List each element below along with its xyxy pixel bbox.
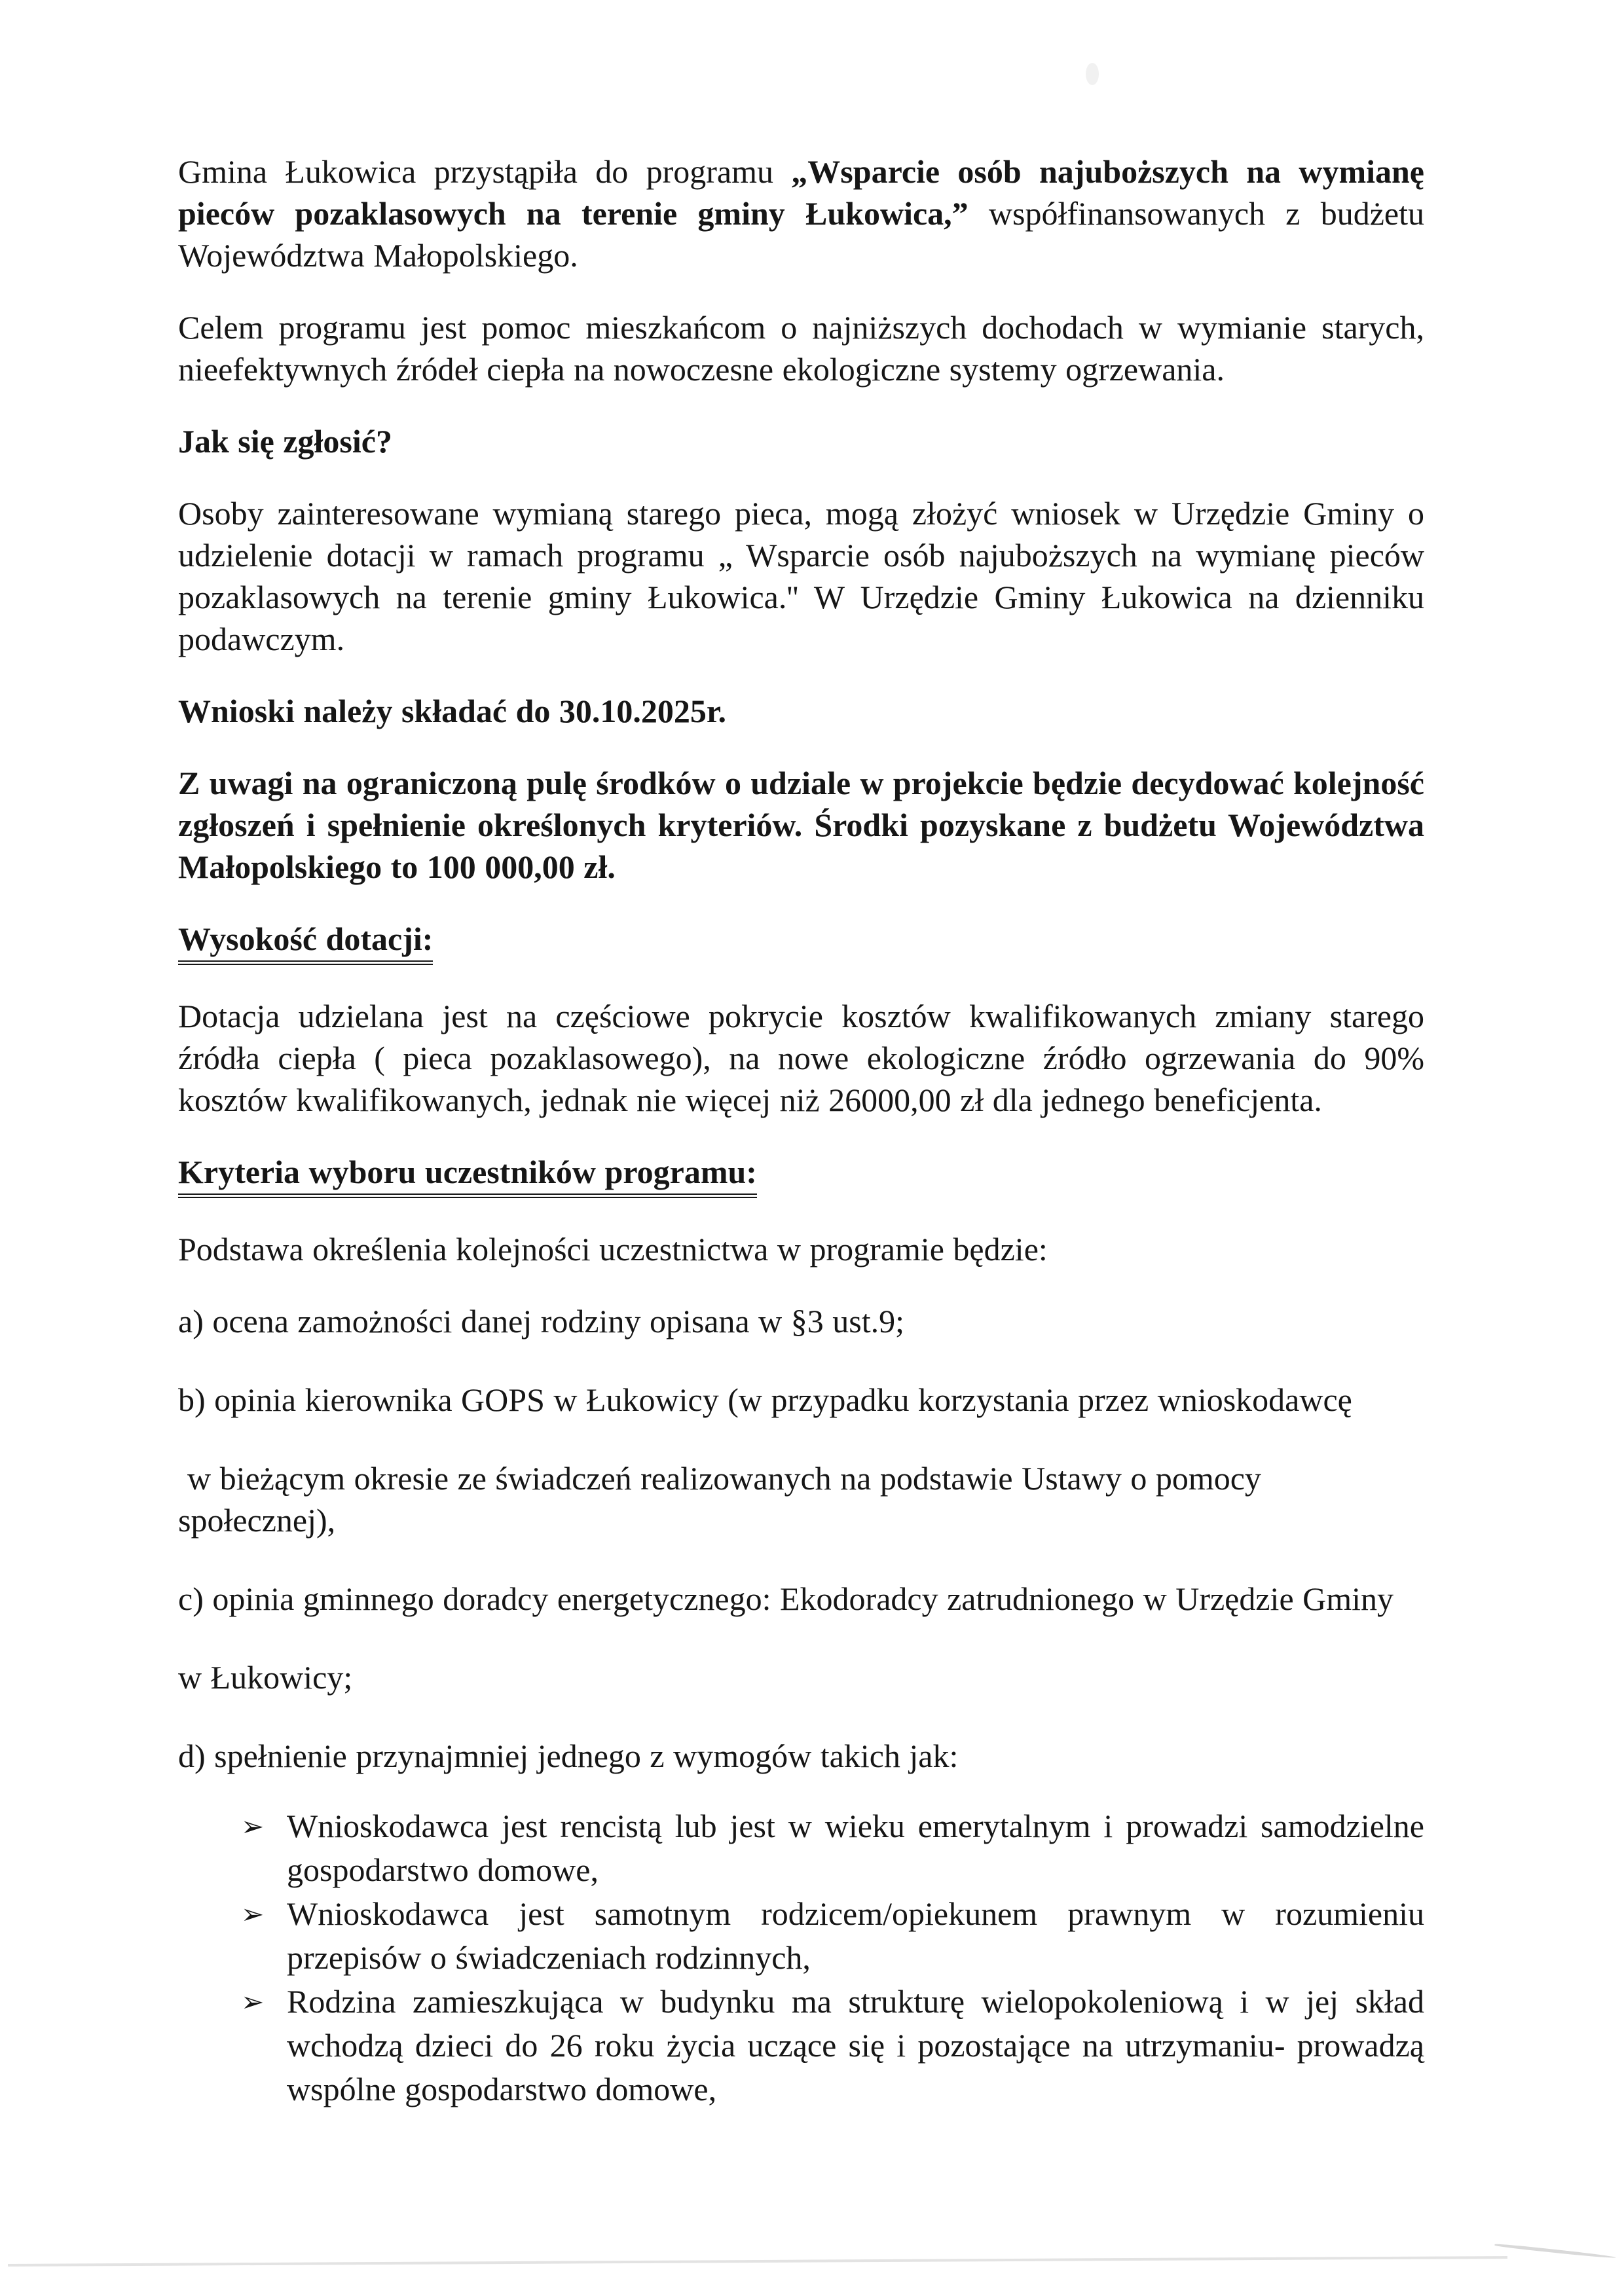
arrowhead-bullet-icon: ➢	[241, 1986, 265, 2018]
criterion-a: a) ocena zamożności danej rodziny opisana w §3 ust.9;	[178, 1303, 905, 1339]
requirement-text: Wnioskodawca jest samotnym rodzicem/opiekunem prawnym w rozumieniu przepisów o świadczeniach rodzinnych,	[287, 1895, 1424, 1976]
criteria-heading	[178, 1151, 1424, 1198]
how-to-apply-heading: Jak się zgłosić?	[178, 423, 392, 460]
arrowhead-bullet-icon: ➢	[241, 1898, 265, 1930]
grant-amount-heading	[178, 918, 1424, 965]
intro-tail-text: współfinansowanych z budżetu Województwa Małopolskiego.	[178, 195, 1424, 274]
intro-paragraph	[178, 151, 1424, 276]
requirements-list	[178, 1804, 1424, 2111]
document-content	[178, 151, 1424, 2111]
criterion-c-continued: w Łukowicy;	[178, 1659, 353, 1696]
scan-line-artifact	[8, 2256, 1507, 2267]
criterion-b: b) opinia kierownika GOPS w Łukowicy (w przypadku korzystania przez wnioskodawcę	[178, 1381, 1352, 1418]
intro-lead-text: Gmina Łukowica przystąpiła do programu	[178, 153, 792, 190]
arrowhead-bullet-icon: ➢	[241, 1810, 265, 1842]
requirement-text: Wnioskodawca jest rencistą lub jest w wieku emerytalnym i prowadzi samodzielne gospodarstwo domowe,	[287, 1808, 1424, 1888]
scan-line-hook-artifact	[1494, 2243, 1616, 2259]
grant-amount-heading-text: Wysokość dotacji:	[178, 918, 433, 965]
deadline-paragraph: Wnioski należy składać do 30.10.2025r.	[178, 693, 727, 729]
criterion-c: c) opinia gminnego doradcy energetycznego: Ekodoradcy zatrudnionego w Urzędzie Gminy	[178, 1580, 1394, 1617]
requirement-item	[178, 1892, 1424, 1980]
criterion-b-continued: w bieżącym okresie ze świadczeń realizowanych na podstawie Ustawy o pomocy społecznej),	[178, 1460, 1261, 1539]
requirement-item	[178, 1980, 1424, 2111]
criterion-d: d) spełnienie przynajmniej jednego z wymogów takich jak:	[178, 1738, 959, 1774]
goal-paragraph: Celem programu jest pomoc mieszkańcom o najniższych dochodach w wymianie starych, nieefektywnych źródeł ciepła na nowoczesne ekologiczne systemy ogrzewania.	[178, 309, 1424, 388]
requirement-text: Rodzina zamieszkująca w budynku ma strukturę wielopokoleniową i w jej skład wchodzą dzieci do 26 roku życia uczące się i pozostające na utrzymaniu- prowadzą wspólne gospodarstwo domowe,	[287, 1983, 1424, 2107]
scan-smudge-artifact	[1086, 63, 1099, 85]
criteria-intro: Podstawa określenia kolejności uczestnictwa w programie będzie:	[178, 1231, 1048, 1267]
requirement-item	[178, 1804, 1424, 1892]
grant-amount-paragraph: Dotacja udzielana jest na częściowe pokrycie kosztów kwalifikowanych zmiany starego źródła ciepła ( pieca pozaklasowego), na nowe ekologiczne źródło ogrzewania do 90% kosztów kwalifikowanych, jednak nie więcej niż 26000,00 zł dla jednego beneficjenta.	[178, 998, 1424, 1118]
how-to-apply-paragraph: Osoby zainteresowane wymianą starego pieca, mogą złożyć wniosek w Urzędzie Gminy o udzielenie dotacji w ramach programu „ Wsparcie osób najuboższych na wymianę pieców pozaklasowych na terenie gminy Łukowica.'' W Urzędzie Gminy Łukowica na dzienniku podawczym.	[178, 495, 1424, 657]
program-name: „Wsparcie osób najuboższych na wymianę pieców pozaklasowych na terenie gminy Łukowica,”	[178, 153, 1424, 232]
criteria-heading-text: Kryteria wyboru uczestników programu:	[178, 1151, 757, 1198]
funding-pool-paragraph: Z uwagi na ograniczoną pulę środków o udziale w projekcie będzie decydować kolejność zgłoszeń i spełnienie określonych kryteriów. Środki pozyskane z budżetu Województwa Małopolskiego to 100 000,00 zł.	[178, 765, 1424, 885]
